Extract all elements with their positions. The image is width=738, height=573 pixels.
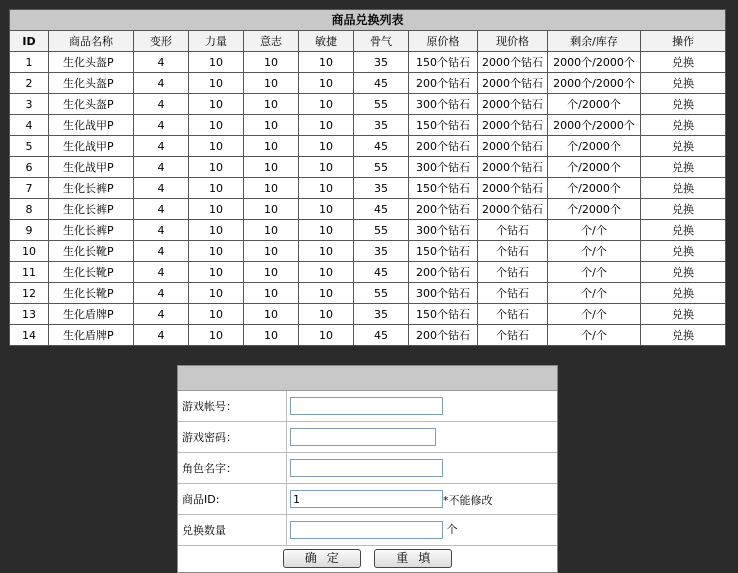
table-cell: 10 (299, 94, 354, 115)
table-cell: 2000个/2000个 (548, 73, 641, 94)
table-cell: 生化头盔P (49, 73, 134, 94)
table-cell: 4 (134, 220, 189, 241)
table-cell: 10 (299, 262, 354, 283)
table-cell: 10 (189, 52, 244, 73)
reset-button[interactable]: 重填 (374, 549, 452, 568)
quantity-label: 兑换数量 (178, 515, 287, 546)
confirm-button[interactable]: 确定 (283, 549, 361, 568)
table-cell: 5 (10, 136, 49, 157)
table-cell: 个/2000个 (548, 199, 641, 220)
table-cell: 10 (189, 325, 244, 346)
table-cell: 个钻石 (478, 283, 548, 304)
table-cell: 个钻石 (478, 262, 548, 283)
column-header: 商品名称 (49, 31, 134, 52)
table-cell: 10 (299, 199, 354, 220)
table-cell: 10 (189, 73, 244, 94)
table-cell: 10 (299, 115, 354, 136)
account-input[interactable] (290, 397, 443, 415)
table-cell: 10 (244, 94, 299, 115)
table-cell: 55 (354, 283, 409, 304)
table-cell: 生化战甲P (49, 157, 134, 178)
table-row (10, 94, 726, 115)
table-cell: 35 (354, 304, 409, 325)
table-cell: 13 (10, 304, 49, 325)
table-cell: 个/2000个 (548, 94, 641, 115)
table-cell: 4 (134, 178, 189, 199)
exchange-link[interactable]: 兑换 (641, 304, 726, 325)
table-cell: 生化长裤P (49, 178, 134, 199)
table-row (10, 157, 726, 178)
form-table (178, 391, 557, 546)
exchange-link[interactable]: 兑换 (641, 115, 726, 136)
table-cell: 10 (244, 136, 299, 157)
table-cell: 200个钻石 (409, 325, 478, 346)
table-cell: 个/个 (548, 220, 641, 241)
table-row (10, 115, 726, 136)
table-cell: 35 (354, 52, 409, 73)
table-cell: 4 (134, 73, 189, 94)
table-cell: 2000个钻石 (478, 52, 548, 73)
table-cell: 2000个钻石 (478, 199, 548, 220)
table-cell: 个/个 (548, 325, 641, 346)
column-header: 原价格 (409, 31, 478, 52)
table-cell: 10 (299, 52, 354, 73)
table-row (10, 241, 726, 262)
table-cell: 10 (244, 283, 299, 304)
table-cell: 4 (134, 94, 189, 115)
table-cell: 45 (354, 73, 409, 94)
table-cell: 个/个 (548, 304, 641, 325)
table-cell: 200个钻石 (409, 262, 478, 283)
table-cell: 200个钻石 (409, 136, 478, 157)
table-cell: 150个钻石 (409, 178, 478, 199)
table-cell: 11 (10, 262, 49, 283)
list-header-row (10, 31, 726, 52)
table-cell: 2000个钻石 (478, 115, 548, 136)
table-cell: 45 (354, 199, 409, 220)
table-cell: 10 (244, 178, 299, 199)
form-button-row (178, 546, 557, 568)
column-header: 现价格 (478, 31, 548, 52)
table-row (10, 220, 726, 241)
table-cell: 35 (354, 178, 409, 199)
table-cell: 10 (299, 304, 354, 325)
account-label: 游戏帐号： (178, 391, 287, 422)
table-cell: 8 (10, 199, 49, 220)
table-cell: 生化盾牌P (49, 304, 134, 325)
exchange-link[interactable]: 兑换 (641, 241, 726, 262)
table-cell: 生化战甲P (49, 115, 134, 136)
table-cell: 200个钻石 (409, 73, 478, 94)
password-label: 游戏密码： (178, 422, 287, 453)
table-cell: 150个钻石 (409, 115, 478, 136)
table-cell: 个钻石 (478, 241, 548, 262)
table-cell: 4 (134, 115, 189, 136)
table-cell: 10 (189, 241, 244, 262)
form-row-quantity (178, 515, 557, 546)
table-cell: 4 (134, 304, 189, 325)
table-cell: 2 (10, 73, 49, 94)
table-cell: 个/2000个 (548, 157, 641, 178)
table-row (10, 73, 726, 94)
exchange-link[interactable]: 兑换 (641, 220, 726, 241)
exchange-link[interactable]: 兑换 (641, 94, 726, 115)
table-cell: 300个钻石 (409, 94, 478, 115)
table-cell: 生化长裤P (49, 220, 134, 241)
table-cell: 3 (10, 94, 49, 115)
table-cell: 2000个钻石 (478, 136, 548, 157)
table-cell: 300个钻石 (409, 283, 478, 304)
table-cell: 4 (134, 136, 189, 157)
table-cell: 150个钻石 (409, 52, 478, 73)
table-row (10, 262, 726, 283)
table-cell: 10 (10, 241, 49, 262)
exchange-form (177, 365, 558, 573)
table-cell: 10 (299, 241, 354, 262)
table-row (10, 136, 726, 157)
table-cell: 10 (299, 283, 354, 304)
table-cell: 个钻石 (478, 325, 548, 346)
table-cell: 生化盾牌P (49, 325, 134, 346)
exchange-link[interactable]: 兑换 (641, 73, 726, 94)
table-cell: 10 (299, 136, 354, 157)
table-cell: 4 (134, 52, 189, 73)
column-header: 力量 (189, 31, 244, 52)
table-cell: 10 (189, 136, 244, 157)
table-cell: 150个钻石 (409, 304, 478, 325)
table-cell: 2000个/2000个 (548, 52, 641, 73)
table-cell: 45 (354, 262, 409, 283)
table-cell: 300个钻石 (409, 220, 478, 241)
table-cell: 10 (244, 115, 299, 136)
table-cell: 14 (10, 325, 49, 346)
table-cell: 10 (244, 199, 299, 220)
table-cell: 10 (244, 220, 299, 241)
table-cell: 10 (189, 283, 244, 304)
table-cell: 45 (354, 136, 409, 157)
form-row-password (178, 422, 557, 453)
role-name-input[interactable] (290, 459, 443, 477)
table-cell: 55 (354, 157, 409, 178)
table-cell: 10 (244, 262, 299, 283)
table-cell: 个/个 (548, 241, 641, 262)
column-header: ID (10, 31, 49, 52)
table-cell: 10 (299, 325, 354, 346)
table-cell: 10 (299, 220, 354, 241)
exchange-list-table (9, 9, 726, 346)
table-cell: 55 (354, 94, 409, 115)
item-id-note: *不能修改 (443, 494, 493, 507)
table-cell: 10 (189, 157, 244, 178)
table-cell: 个/2000个 (548, 178, 641, 199)
exchange-link[interactable]: 兑换 (641, 136, 726, 157)
table-cell: 12 (10, 283, 49, 304)
table-cell: 10 (244, 73, 299, 94)
exchange-list-panel (9, 9, 725, 346)
table-cell: 4 (134, 283, 189, 304)
table-cell: 生化长裤P (49, 199, 134, 220)
table-cell: 10 (244, 325, 299, 346)
table-cell: 10 (244, 52, 299, 73)
exchange-link[interactable]: 兑换 (641, 262, 726, 283)
table-cell: 4 (134, 199, 189, 220)
table-cell: 10 (189, 178, 244, 199)
table-cell: 150个钻石 (409, 241, 478, 262)
form-row-role (178, 453, 557, 484)
table-cell: 4 (134, 262, 189, 283)
column-header: 操作 (641, 31, 726, 52)
table-cell: 生化头盔P (49, 94, 134, 115)
table-row (10, 178, 726, 199)
form-row-account (178, 391, 557, 422)
form-row-item-id (178, 484, 557, 515)
table-cell: 2000个/2000个 (548, 115, 641, 136)
table-cell: 10 (299, 73, 354, 94)
table-cell: 10 (244, 241, 299, 262)
table-cell: 4 (134, 325, 189, 346)
quantity-unit: 个 (446, 523, 458, 536)
table-cell: 10 (189, 304, 244, 325)
table-cell: 55 (354, 220, 409, 241)
table-cell: 9 (10, 220, 49, 241)
table-cell: 35 (354, 115, 409, 136)
exchange-link[interactable]: 兑换 (641, 325, 726, 346)
table-row (10, 52, 726, 73)
column-header: 剩余/库存 (548, 31, 641, 52)
table-row (10, 283, 726, 304)
table-cell: 300个钻石 (409, 157, 478, 178)
table-cell: 10 (299, 157, 354, 178)
form-header-bar (178, 366, 557, 391)
table-cell: 个钻石 (478, 304, 548, 325)
table-cell: 生化长靴P (49, 241, 134, 262)
table-cell: 10 (189, 115, 244, 136)
exchange-link[interactable]: 兑换 (641, 52, 726, 73)
table-cell: 10 (244, 304, 299, 325)
table-cell: 2000个钻石 (478, 157, 548, 178)
table-cell: 10 (189, 262, 244, 283)
table-cell: 1 (10, 52, 49, 73)
table-row (10, 304, 726, 325)
table-cell: 10 (299, 178, 354, 199)
table-cell: 10 (244, 157, 299, 178)
exchange-link[interactable]: 兑换 (641, 157, 726, 178)
list-title: 商品兑换列表 (9, 9, 726, 30)
column-header: 意志 (244, 31, 299, 52)
table-cell: 4 (10, 115, 49, 136)
table-cell: 2000个钻石 (478, 73, 548, 94)
table-cell: 个/2000个 (548, 136, 641, 157)
column-header: 变形 (134, 31, 189, 52)
exchange-link[interactable]: 兑换 (641, 283, 726, 304)
exchange-link[interactable]: 兑换 (641, 178, 726, 199)
table-cell: 4 (134, 241, 189, 262)
table-cell: 个/个 (548, 283, 641, 304)
table-cell: 10 (189, 199, 244, 220)
table-cell: 2000个钻石 (478, 178, 548, 199)
column-header: 敏捷 (299, 31, 354, 52)
table-cell: 生化长靴P (49, 262, 134, 283)
table-cell: 200个钻石 (409, 199, 478, 220)
item-id-input[interactable] (290, 490, 443, 508)
table-cell: 7 (10, 178, 49, 199)
table-cell: 个钻石 (478, 220, 548, 241)
table-cell: 生化头盔P (49, 52, 134, 73)
item-id-label: 商品ID: (178, 484, 287, 515)
column-header: 骨气 (354, 31, 409, 52)
table-cell: 6 (10, 157, 49, 178)
table-cell: 个/个 (548, 262, 641, 283)
table-cell: 10 (189, 220, 244, 241)
table-cell: 生化长靴P (49, 283, 134, 304)
password-input[interactable] (290, 428, 436, 446)
table-cell: 生化战甲P (49, 136, 134, 157)
table-cell: 45 (354, 325, 409, 346)
table-cell: 2000个钻石 (478, 94, 548, 115)
table-row (10, 325, 726, 346)
table-cell: 35 (354, 241, 409, 262)
table-cell: 10 (189, 94, 244, 115)
table-cell: 4 (134, 157, 189, 178)
quantity-input[interactable] (290, 521, 443, 539)
exchange-link[interactable]: 兑换 (641, 199, 726, 220)
table-row (10, 199, 726, 220)
role-name-label: 角色名字： (178, 453, 287, 484)
